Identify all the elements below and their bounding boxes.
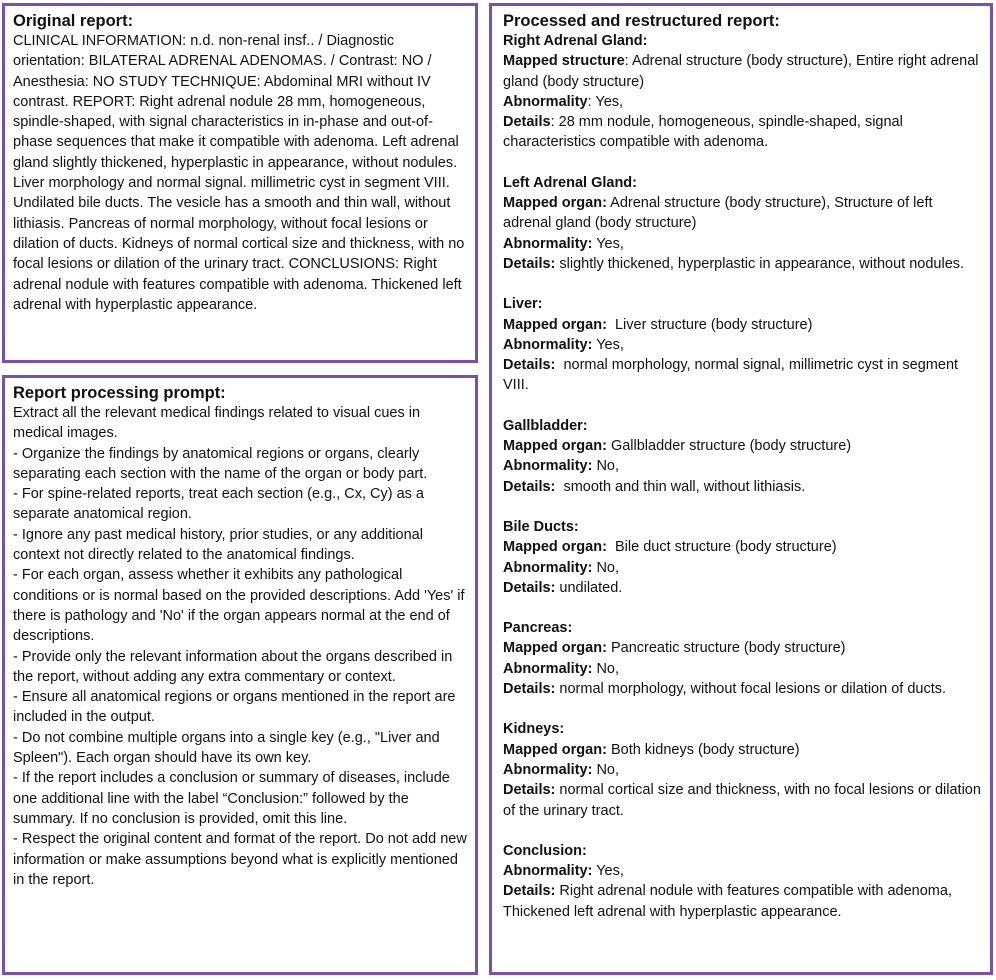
section-gallbladder — [503, 416, 982, 497]
abnormality-label: Abnormality: — [503, 458, 593, 475]
mapped-field — [503, 638, 982, 658]
details-field — [503, 578, 982, 598]
details-value: normal morphology, normal signal, millimetric cyst in segment VIII. — [503, 357, 959, 394]
details-label: Details: — [503, 579, 556, 596]
details-field — [503, 679, 982, 699]
section-name: Bile Ducts: — [503, 518, 579, 535]
prompt-line: - For each organ, assess whether it exhibits any pathological conditions or is normal based on the provided descriptions. Add 'Yes' if there is pathology and 'No' if the organ appears normal at the end of descriptions. — [13, 567, 465, 645]
prompt-line: - For spine-related reports, treat each section (e.g., Cx, Cy) as a separate anatomical region. — [13, 486, 424, 523]
abnormality-label: Abnormality: — [503, 660, 593, 677]
section-name: Gallbladder: — [503, 417, 588, 434]
processed-report-panel — [489, 3, 993, 975]
details-label: Details: — [503, 883, 556, 900]
abnormality-field — [503, 760, 982, 780]
abnormality-label: Abnormality: — [503, 235, 593, 252]
abnormality-value: Yes, — [595, 93, 624, 110]
mapped-label: Mapped organ: — [503, 741, 607, 758]
abnormality-value: Yes, — [596, 235, 624, 252]
section-name: Kidneys: — [503, 721, 565, 738]
mapped-sep — [607, 539, 615, 555]
abnormality-value: No, — [596, 660, 620, 677]
section-name: Conclusion: — [503, 842, 587, 859]
prompt-line: - Provide only the relevant information about the organs described in the report, without adding any extra commentary or context. — [13, 648, 453, 685]
details-value: undilated. — [559, 579, 623, 596]
prompt-line: Extract all the relevant medical findings related to visual cues in medical images. — [13, 405, 421, 442]
abnormality-value: No, — [596, 458, 620, 475]
abnormality-sep: : — [587, 93, 596, 110]
mapped-label: Mapped organ: — [503, 195, 607, 212]
abnormality-field — [503, 234, 982, 254]
abnormality-field — [503, 335, 982, 355]
prompt-title: Report processing prompt: — [13, 384, 226, 402]
details-value: 28 mm nodule, homogeneous, spindle-shaped, signal characteristics compatible with adenoma. — [503, 114, 903, 151]
section-right-adrenal-gland — [503, 31, 982, 153]
abnormality-field — [503, 558, 982, 578]
abnormality-label: Abnormality: — [503, 761, 593, 778]
section-liver — [503, 294, 982, 395]
abnormality-label: Abnormality: — [503, 336, 593, 353]
details-value: normal morphology, without focal lesions or dilation of ducts. — [559, 681, 947, 698]
original-report-title: Original report: — [13, 12, 134, 30]
processed-report-title: Processed and restructured report: — [503, 12, 780, 30]
mapped-value: Liver structure (body structure) — [614, 316, 813, 333]
original-report-panel — [2, 3, 478, 363]
original-report-text: CLINICAL INFORMATION: n.d. non-renal insf.. / Diagnostic orientation: BILATERAL ADRENAL ADENOMAS. / Contrast: NO / Anesthesia: NO STUDY TECHNIQUE: Abdominal MRI without IV contrast. REPORT: Right adrenal nodule 28 mm, homogeneous, spindle-shaped, with signal characteristics in in-phase and out-of-phase sequences that make it compatible with adenoma. Left adrenal gland slightly thickened, hyperplastic in appearance, without nodules. Liver morphology and normal signal. millimetric cyst in segment VIII. Undilated bile ducts. The vesicle has a smooth and thin wall, without lithiasis. Pancreas of normal morphology, without focal lesions or dilation of ducts. Kidneys of normal cortical size and thickness, with no focal lesions or dilation of the urinary tract. CONCLUSIONS: Right adrenal nodule with features compatible with adenoma. Thickened left adrenal with hyperplastic appearance. — [13, 33, 465, 313]
details-field — [503, 780, 982, 821]
mapped-field — [503, 537, 982, 557]
details-value: normal cortical size and thickness, with no focal lesions or dilation of the urinary tract. — [503, 782, 981, 819]
details-value: smooth and thin wall, without lithiasis. — [563, 478, 806, 495]
prompt-body — [13, 403, 467, 890]
mapped-value: Both kidneys (body structure) — [610, 741, 800, 758]
abnormality-value: No, — [596, 761, 620, 778]
abnormality-label: Abnormality: — [503, 559, 593, 576]
prompt-line: - Do not combine multiple organs into a single key (e.g., "Liver and Spleen"). Each organ should have its own key. — [13, 729, 440, 767]
details-field — [503, 355, 982, 396]
section-name: Liver: — [503, 296, 543, 313]
details-value: Right adrenal nodule with features compatible with adenoma, Thickened left adrenal with hyperplastic appearance. — [503, 883, 952, 920]
prompt-panel — [2, 375, 478, 975]
mapped-sep: : — [624, 53, 632, 70]
details-label: Details: — [503, 478, 556, 495]
mapped-field — [503, 740, 982, 760]
mapped-value: Gallbladder structure (body structure) — [610, 438, 852, 455]
mapped-label: Mapped structure — [503, 53, 625, 70]
abnormality-value: No, — [596, 559, 620, 576]
section-kidneys — [503, 719, 982, 820]
mapped-field — [503, 193, 982, 234]
mapped-value: Pancreatic structure (body structure) — [610, 640, 846, 657]
abnormality-field — [503, 456, 982, 476]
details-field — [503, 881, 982, 922]
abnormality-value: Yes, — [596, 336, 624, 353]
details-label: Details: — [503, 357, 556, 374]
details-label: Details: — [503, 255, 556, 272]
mapped-label: Mapped organ: — [503, 316, 607, 333]
section-conclusion — [503, 841, 982, 922]
section-name: Right Adrenal Gland: — [503, 33, 648, 49]
details-field — [503, 112, 982, 153]
prompt-line: - Respect the original content and format of the report. Do not add new information or make assumptions beyond what is explicitly mentioned in the report. — [13, 831, 467, 888]
abnormality-field — [503, 92, 982, 112]
abnormality-label: Abnormality: — [503, 863, 593, 880]
section-name: Pancreas: — [503, 620, 573, 637]
details-label: Details — [503, 114, 551, 131]
details-label: Details: — [503, 681, 556, 698]
mapped-field — [503, 51, 982, 92]
mapped-value: Bile duct structure (body structure) — [614, 539, 837, 556]
mapped-field — [503, 436, 982, 456]
mapped-label: Mapped organ: — [503, 539, 607, 556]
section-left-adrenal-gland — [503, 173, 982, 274]
details-sep: : — [550, 114, 559, 131]
abnormality-label: Abnormality — [503, 93, 588, 110]
details-label: Details: — [503, 782, 556, 799]
details-field — [503, 477, 982, 497]
details-value: slightly thickened, hyperplastic in appearance, without nodules. — [559, 255, 965, 272]
prompt-line: - Ensure all anatomical regions or organs mentioned in the report are included in the output. — [13, 689, 456, 726]
mapped-sep — [607, 317, 615, 333]
prompt-line: - If the report includes a conclusion or summary of diseases, include one additional line with the label “Conclusion:” followed by the summary. If no conclusion is provided, omit this line. — [13, 770, 450, 827]
mapped-value: Adrenal structure (body structure), Entire right adrenal gland (body structure) — [503, 53, 979, 90]
mapped-label: Mapped organ: — [503, 640, 607, 657]
prompt-line: - Ignore any past medical history, prior studies, or any additional context not directly related to the anatomical findings. — [13, 526, 423, 564]
abnormality-value: Yes, — [596, 863, 624, 880]
abnormality-field — [503, 659, 982, 679]
mapped-label: Mapped organ: — [503, 438, 607, 455]
section-pancreas — [503, 618, 982, 699]
prompt-line: - Organize the findings by anatomical regions or organs, clearly separating each section with the name of the organ or body part. — [13, 445, 428, 482]
abnormality-field — [503, 861, 982, 881]
mapped-value: Adrenal structure (body structure), Structure of left adrenal gland (body structure) — [503, 195, 933, 232]
section-name: Left Adrenal Gland: — [503, 174, 637, 191]
section-bile-ducts — [503, 517, 982, 598]
details-field — [503, 254, 982, 274]
mapped-field — [503, 315, 982, 335]
